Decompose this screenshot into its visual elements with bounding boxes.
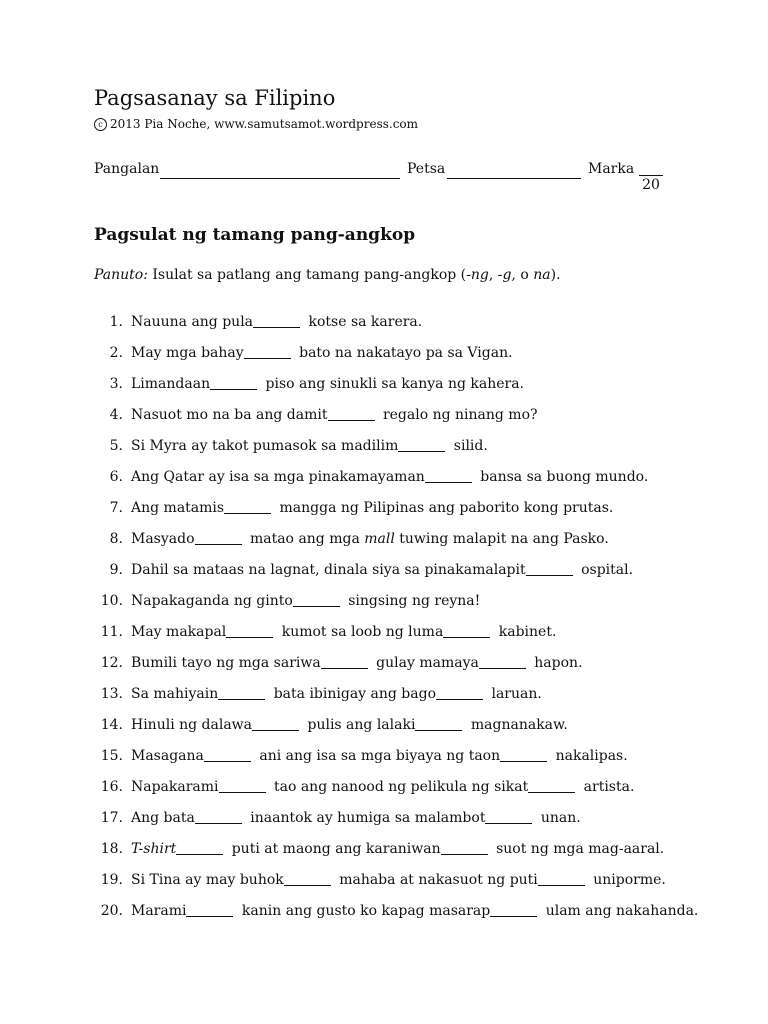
item-number: 12. <box>100 655 123 671</box>
answer-blank[interactable] <box>321 654 368 669</box>
answer-blank[interactable] <box>490 902 537 917</box>
copyright-text: 2013 Pia Noche, www.samutsamot.wordpress.com <box>110 117 419 131</box>
item-sentence <box>131 745 628 767</box>
sentence-fragment: bansa sa buong mundo. <box>475 469 649 485</box>
answer-blank[interactable] <box>195 530 242 545</box>
item-number: 17. <box>100 810 123 826</box>
sentence-fragment: matao ang mga <box>245 531 365 547</box>
sentence-fragment: Napakaganda ng ginto <box>131 593 293 609</box>
sentence-fragment: Bumili tayo ng mga sariwa <box>131 655 321 671</box>
item-number: 13. <box>100 686 123 702</box>
sentence-fragment: laruan. <box>487 686 542 702</box>
copyright-icon: c <box>94 118 107 131</box>
score-blank[interactable] <box>639 161 663 176</box>
exercise-item <box>94 466 714 497</box>
answer-blank[interactable] <box>328 406 375 421</box>
sentence-fragment: tao ang nanood ng pelikula ng sikat <box>269 779 529 795</box>
answer-blank[interactable] <box>415 716 462 731</box>
score-total: 20 <box>642 177 660 193</box>
sentence-fragment: bata ibinigay ang bago <box>269 686 437 702</box>
exercise-item <box>94 311 714 342</box>
answer-blank[interactable] <box>485 809 532 824</box>
answer-blank[interactable] <box>443 623 490 638</box>
item-number: 11. <box>100 624 123 640</box>
answer-blank[interactable] <box>526 561 573 576</box>
sentence-fragment: May makapal <box>131 624 227 640</box>
exercise-item <box>94 652 714 683</box>
sentence-fragment: Marami <box>131 903 187 919</box>
answer-blank[interactable] <box>398 437 445 452</box>
copyright-line <box>94 117 418 131</box>
item-number: 18. <box>100 841 123 857</box>
item-sentence <box>131 869 666 891</box>
sentence-fragment: May mga bahay <box>131 345 244 361</box>
sentence-fragment: ospital. <box>576 562 634 578</box>
answer-blank[interactable] <box>252 716 299 731</box>
item-number: 14. <box>100 717 123 733</box>
name-label: Pangalan <box>94 161 160 177</box>
item-sentence <box>131 714 568 736</box>
item-sentence <box>131 621 556 643</box>
item-number: 10. <box>100 593 123 609</box>
answer-blank[interactable] <box>293 592 340 607</box>
exercise-item <box>94 683 714 714</box>
item-number: 7. <box>109 500 123 516</box>
answer-blank[interactable] <box>436 685 483 700</box>
answer-blank[interactable] <box>538 871 585 886</box>
option-ng: -ng <box>466 267 489 283</box>
item-number: 19. <box>100 872 123 888</box>
sentence-fragment: mahaba at nakasuot ng puti <box>334 872 538 888</box>
item-sentence <box>131 900 698 922</box>
exercise-item <box>94 745 714 776</box>
answer-blank[interactable] <box>479 654 526 669</box>
option-g: -g <box>497 267 512 283</box>
answer-blank[interactable] <box>219 778 266 793</box>
answer-blank[interactable] <box>284 871 331 886</box>
sentence-fragment: kotse sa karera. <box>304 314 423 330</box>
exercise-item <box>94 838 714 869</box>
exercise-item <box>94 869 714 900</box>
item-sentence <box>131 311 422 333</box>
answer-blank[interactable] <box>210 375 257 390</box>
item-sentence <box>131 373 524 395</box>
instructions-separator: , <box>488 267 498 283</box>
italic-word: mall <box>364 531 395 547</box>
item-sentence <box>131 652 583 674</box>
sentence-fragment: Masyado <box>131 531 195 547</box>
item-sentence <box>131 559 633 581</box>
sentence-fragment: Ang Qatar ay isa sa mga pinakamayaman <box>131 469 425 485</box>
sentence-fragment: pulis ang lalaki <box>303 717 416 733</box>
item-number: 2. <box>109 345 123 361</box>
sentence-fragment: Limandaan <box>131 376 211 392</box>
italic-word: T-shirt <box>131 841 177 857</box>
item-sentence <box>131 528 609 550</box>
score-fraction <box>639 161 663 193</box>
exercise-item <box>94 373 714 404</box>
answer-blank[interactable] <box>244 344 291 359</box>
sentence-fragment: Dahil sa mataas na lagnat, dinala siya sa pinakamalapit <box>131 562 526 578</box>
sentence-fragment: Hinuli ng dalawa <box>131 717 253 733</box>
sentence-fragment: kumot sa loob ng luma <box>277 624 444 640</box>
instructions-end: ). <box>550 267 561 283</box>
sentence-fragment: Napakarami <box>131 779 219 795</box>
answer-blank[interactable] <box>218 685 265 700</box>
score-label: Marka <box>588 161 635 177</box>
option-na: na <box>533 267 551 283</box>
exercise-item <box>94 807 714 838</box>
sentence-fragment: magnanakaw. <box>466 717 568 733</box>
item-sentence <box>131 590 480 612</box>
sentence-fragment: Ang bata <box>131 810 195 826</box>
item-sentence <box>131 683 542 705</box>
item-number: 3. <box>109 376 123 392</box>
answer-blank[interactable] <box>224 499 271 514</box>
answer-blank[interactable] <box>176 840 223 855</box>
item-sentence <box>131 838 664 860</box>
item-number: 1. <box>109 314 123 330</box>
page-title: Pagsasanay sa Filipino <box>94 86 336 110</box>
answer-blank[interactable] <box>195 809 242 824</box>
item-sentence <box>131 435 488 457</box>
instructions-text: Isulat sa patlang ang tamang pang-angkop ( <box>147 267 467 283</box>
sentence-fragment: Nasuot mo na ba ang damit <box>131 407 328 423</box>
instructions-separator: , o <box>511 267 534 283</box>
sentence-fragment: Sa mahiyain <box>131 686 219 702</box>
date-blank[interactable] <box>447 178 581 179</box>
sentence-fragment: bato na nakatayo pa sa Vigan. <box>294 345 513 361</box>
instructions-label: Panuto: <box>94 267 148 283</box>
sentence-fragment: artista. <box>579 779 635 795</box>
sentence-fragment: puti at maong ang karaniwan <box>227 841 441 857</box>
exercise-item <box>94 621 714 652</box>
sentence-fragment: nakalipas. <box>551 748 628 764</box>
sentence-fragment: singsing ng reyna! <box>343 593 481 609</box>
answer-blank[interactable] <box>186 902 233 917</box>
student-info-row <box>94 161 674 191</box>
sentence-fragment: suot ng mga mag-aaral. <box>491 841 665 857</box>
answer-blank[interactable] <box>253 313 300 328</box>
sentence-fragment: silid. <box>449 438 488 454</box>
answer-blank[interactable] <box>226 623 273 638</box>
sentence-fragment: tuwing malapit na ang Pasko. <box>394 531 609 547</box>
item-number: 6. <box>109 469 123 485</box>
instructions <box>94 267 561 283</box>
sentence-fragment: hapon. <box>529 655 583 671</box>
section-title: Pagsulat ng tamang pang-angkop <box>94 225 416 245</box>
item-sentence <box>131 466 648 488</box>
answer-blank[interactable] <box>528 778 575 793</box>
exercise-item <box>94 776 714 807</box>
item-sentence <box>131 776 634 798</box>
exercise-item <box>94 342 714 373</box>
answer-blank[interactable] <box>425 468 472 483</box>
sentence-fragment: Ang matamis <box>131 500 225 516</box>
sentence-fragment: ulam ang nakahanda. <box>541 903 699 919</box>
item-number: 5. <box>109 438 123 454</box>
sentence-fragment: kabinet. <box>494 624 557 640</box>
sentence-fragment: Nauuna ang pula <box>131 314 254 330</box>
exercise-item <box>94 528 714 559</box>
sentence-fragment: piso ang sinukli sa kanya ng kahera. <box>261 376 524 392</box>
sentence-fragment: ani ang isa sa mga biyaya ng taon <box>254 748 501 764</box>
item-number: 8. <box>109 531 123 547</box>
sentence-fragment: regalo ng ninang mo? <box>378 407 538 423</box>
exercise-list <box>94 311 714 931</box>
exercise-item <box>94 497 714 528</box>
answer-blank[interactable] <box>441 840 488 855</box>
item-sentence <box>131 497 613 519</box>
item-sentence <box>131 342 513 364</box>
item-sentence <box>131 807 581 829</box>
sentence-fragment: uniporme. <box>588 872 666 888</box>
item-number: 4. <box>109 407 123 423</box>
sentence-fragment: Si Tina ay may buhok <box>131 872 284 888</box>
sentence-fragment: mangga ng Pilipinas ang paborito kong prutas. <box>275 500 614 516</box>
item-number: 9. <box>109 562 123 578</box>
answer-blank[interactable] <box>204 747 251 762</box>
name-blank[interactable] <box>160 178 400 179</box>
exercise-item <box>94 714 714 745</box>
item-number: 20. <box>100 903 123 919</box>
sentence-fragment: Si Myra ay takot pumasok sa madilim <box>131 438 399 454</box>
sentence-fragment: unan. <box>536 810 581 826</box>
date-label: Petsa <box>407 161 446 177</box>
exercise-item <box>94 590 714 621</box>
sentence-fragment: gulay mamaya <box>371 655 479 671</box>
item-sentence <box>131 404 538 426</box>
exercise-item <box>94 559 714 590</box>
item-number: 16. <box>100 779 123 795</box>
sentence-fragment: kanin ang gusto ko kapag masarap <box>237 903 491 919</box>
exercise-item <box>94 404 714 435</box>
answer-blank[interactable] <box>500 747 547 762</box>
exercise-item <box>94 900 714 931</box>
sentence-fragment: inaantok ay humiga sa malambot <box>245 810 486 826</box>
exercise-item <box>94 435 714 466</box>
sentence-fragment: Masagana <box>131 748 204 764</box>
item-number: 15. <box>100 748 123 764</box>
